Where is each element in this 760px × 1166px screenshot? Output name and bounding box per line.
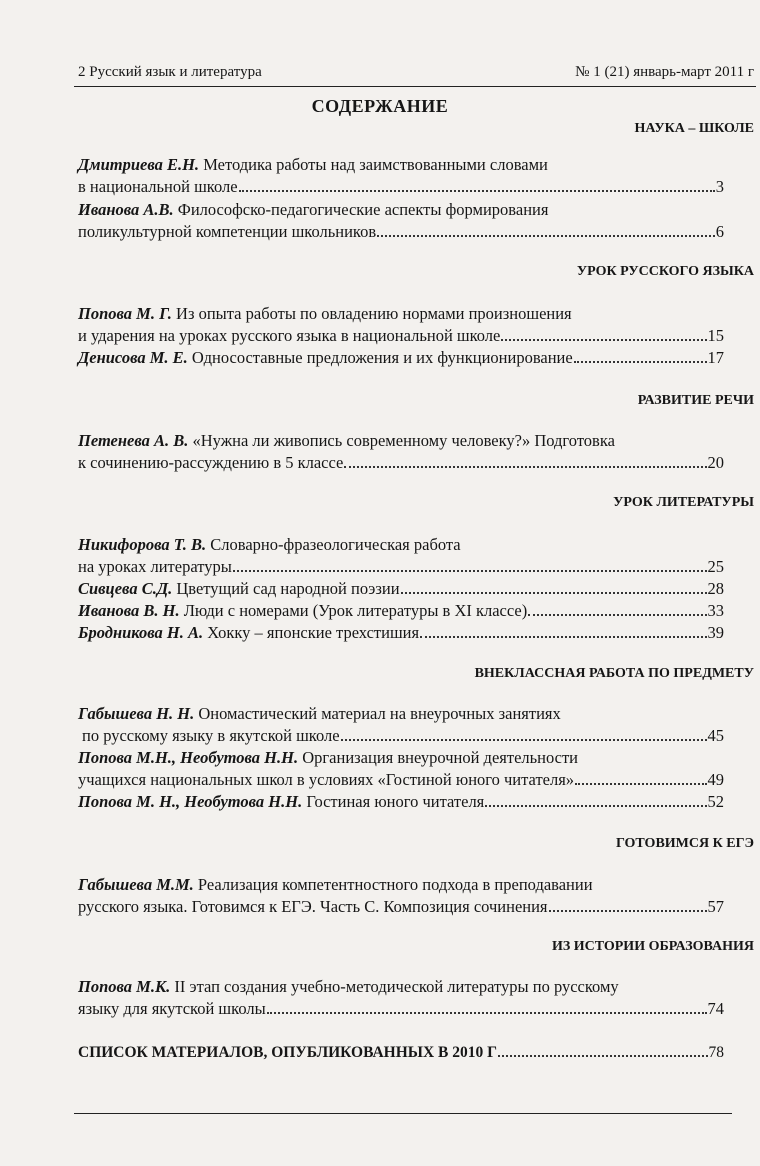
entry-page-number: 6 <box>715 222 724 241</box>
entry-title: Ономастический материал на внеурочных занятиях <box>198 704 561 723</box>
leader-dots <box>528 600 706 616</box>
section-heading: РАЗВИТИЕ РЕЧИ <box>637 393 754 408</box>
entry-author: Попова М.К. <box>78 977 171 996</box>
leader-dots <box>341 725 707 741</box>
entry-page-number: 3 <box>715 177 724 196</box>
leader-dots <box>574 347 707 363</box>
toc-entry[interactable] <box>78 430 724 474</box>
entry-title-cont: в национальной школе <box>78 177 238 196</box>
leader-dots <box>501 325 706 341</box>
leader-dots <box>549 896 707 912</box>
entry-page-number: 52 <box>707 792 724 811</box>
leader-dots <box>344 452 706 468</box>
toc-entry[interactable] <box>78 199 724 243</box>
entry-page-number: 78 <box>708 1044 724 1061</box>
entry-title: Односоставные предложения и их функционирование <box>191 348 573 367</box>
entry-title: Реализация компетентностного подхода в преподавании <box>197 875 593 894</box>
toc-entry[interactable] <box>78 976 724 1020</box>
entry-page-number: 15 <box>707 326 724 345</box>
section-heading: НАУКА – ШКОЛЕ <box>634 121 754 136</box>
header-issue-info: № 1 (21) январь-март 2011 г <box>575 64 754 80</box>
entry-page-number: 74 <box>707 999 724 1018</box>
entry-page-number: 45 <box>707 726 724 745</box>
entry-author: Габышева Н. Н. <box>78 704 195 723</box>
header-journal-title: 2 Русский язык и литература <box>78 64 262 80</box>
entry-author: Бродникова Н. А. <box>78 623 204 642</box>
entry-author: Попова М. Н., Необутова Н.Н. <box>78 792 303 811</box>
entry-title: «Нужна ли живопись современному человеку?» Подготовка <box>192 431 615 450</box>
leader-dots <box>239 176 715 192</box>
section-heading: УРОК ЛИТЕРАТУРЫ <box>613 495 754 510</box>
entry-title: Хокку – японские трехстишия <box>207 623 420 642</box>
entry-title-cont: и ударения на уроках русского языка в национальной школе <box>78 326 501 345</box>
toc-entry-publications-list[interactable] <box>78 1041 724 1064</box>
entry-title-cont: учащихся национальных школ в условиях «Гостиной юного читателя» <box>78 770 575 789</box>
entry-author: Дмитриева Е.Н. <box>78 155 200 174</box>
toc-entry[interactable] <box>78 703 724 747</box>
entry-page-number: 33 <box>707 601 724 620</box>
entry-title-cont: поликультурной компетенции школьников <box>78 222 377 241</box>
leader-dots <box>575 769 706 785</box>
entry-title-cont: русского языка. Готовимся к ЕГЭ. Часть С. Композиция сочинения <box>78 897 548 916</box>
entry-page-number: 25 <box>707 557 724 576</box>
entry-author: Иванова В. Н. <box>78 601 180 620</box>
entry-title-cont: языку для якутской школы <box>78 999 266 1018</box>
entry-title-cont: на уроках литературы <box>78 557 232 576</box>
entry-title-cont: по русскому языку в якутской школе <box>82 726 340 745</box>
leader-dots <box>233 556 707 572</box>
entry-title: Из опыта работы по овладению нормами произношения <box>176 304 572 323</box>
footer-divider <box>74 1113 732 1114</box>
toc-entry[interactable] <box>78 622 724 644</box>
toc-entry[interactable] <box>78 154 724 198</box>
entry-author: Никифорова Т. В. <box>78 535 207 554</box>
entry-page-number: 17 <box>707 348 724 367</box>
entry-title: Люди с номерами (Урок литературы в XI классе) <box>183 601 528 620</box>
entry-title: Цветущий сад народной поэзии <box>176 579 400 598</box>
leader-dots <box>267 998 707 1014</box>
contents-title: СОДЕРЖАНИЕ <box>311 96 449 116</box>
leader-dots <box>401 578 707 594</box>
entry-title: Методика работы над заимствованными словами <box>203 155 548 174</box>
header-divider <box>74 86 756 87</box>
entry-page-number: 57 <box>707 897 724 916</box>
toc-entry[interactable] <box>78 600 724 622</box>
entry-author: Габышева М.М. <box>78 875 194 894</box>
toc-entry[interactable] <box>78 534 724 578</box>
entry-page-number: 49 <box>707 770 724 789</box>
entry-title-cont: к сочинению-рассуждению в 5 классе <box>78 453 344 472</box>
toc-entry[interactable] <box>78 578 724 600</box>
entry-author: Петенева А. В. <box>78 431 189 450</box>
entry-title: СПИСОК МАТЕРИАЛОВ, ОПУБЛИКОВАННЫХ В 2010 Г <box>78 1044 497 1061</box>
section-heading: ВНЕКЛАССНАЯ РАБОТА ПО ПРЕДМЕТУ <box>474 666 754 681</box>
entry-author: Попова М.Н., Необутова Н.Н. <box>78 748 299 767</box>
toc-entry[interactable] <box>78 874 724 918</box>
entry-author: Денисова М. Е. <box>78 348 188 367</box>
entry-author: Сивцева С.Д. <box>78 579 173 598</box>
toc-entry[interactable] <box>78 303 724 347</box>
toc-entry[interactable] <box>78 791 724 813</box>
leader-dots <box>420 622 706 638</box>
entry-author: Попова М. Г. <box>78 304 172 323</box>
section-heading: ГОТОВИМСЯ К ЕГЭ <box>615 836 754 851</box>
running-header <box>78 63 754 81</box>
toc-entry[interactable] <box>78 747 724 791</box>
section-heading: УРОК РУССКОГО ЯЗЫКА <box>576 264 754 279</box>
leader-dots <box>485 791 706 807</box>
entry-page-number: 39 <box>707 623 724 642</box>
entry-page-number: 20 <box>707 453 724 472</box>
section-heading: ИЗ ИСТОРИИ ОБРАЗОВАНИЯ <box>551 939 754 954</box>
leader-dots <box>377 221 715 237</box>
leader-dots <box>498 1041 708 1057</box>
entry-author: Иванова А.В. <box>78 200 174 219</box>
entry-page-number: 28 <box>707 579 724 598</box>
toc-entry[interactable] <box>78 347 724 369</box>
entry-title: Гостиная юного читателя <box>306 792 485 811</box>
entry-title: Словарно-фразеологическая работа <box>210 535 461 554</box>
entry-title: Философско-педагогические аспекты формирования <box>177 200 549 219</box>
entry-title: Организация внеурочной деятельности <box>302 748 579 767</box>
entry-title: II этап создания учебно-методической литературы по русскому <box>174 977 619 996</box>
